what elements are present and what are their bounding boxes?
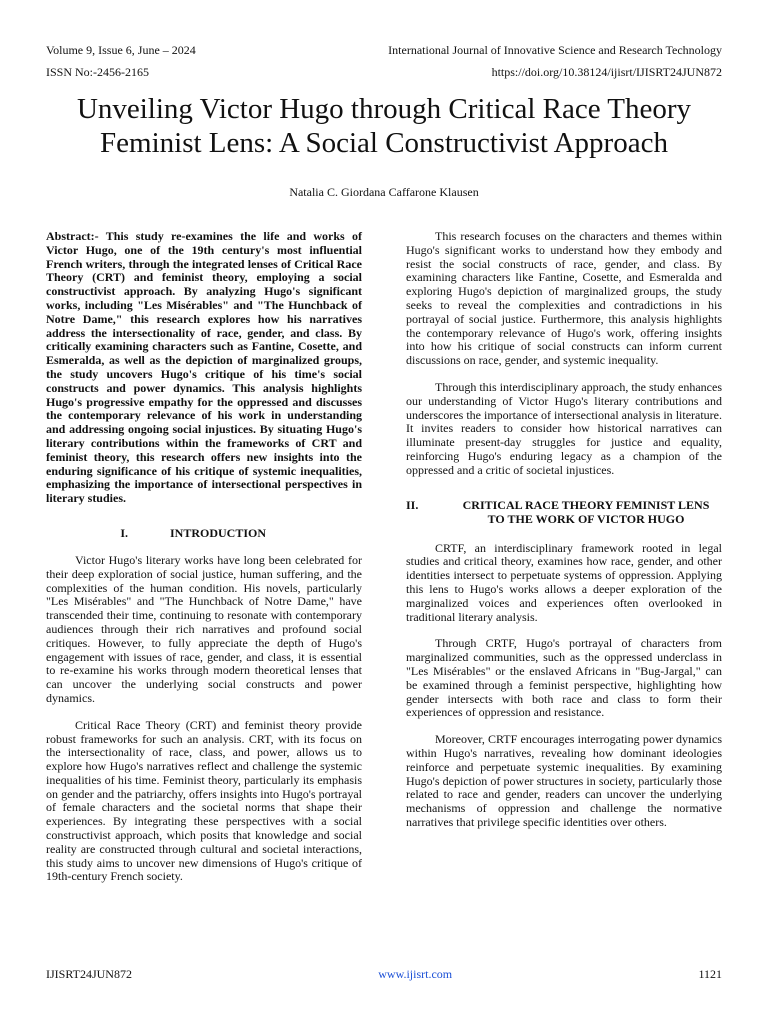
section-title-line-2: TO THE WORK OF VICTOR HUGO (487, 511, 685, 526)
running-header-2 (46, 65, 722, 79)
paragraph: Through CRTF, Hugo's portrayal of characters from marginalized communities, such as the oppressed underclass in "Les Misérables" or the enslaved Africans in "Bug-Jargal," can be examined through a feminist perspective, highlighting how gender intersects with both race and class to form their experiences of oppression and resistance. (406, 636, 722, 720)
paragraph: Victor Hugo's literary works have long been celebrated for their deep exploration of social justice, human suffering, and the complexities of the human condition. His novels, particularly "Les Misérables" and "The Hunchback of Notre Dame," have transcended their time, continuing to resonate with contemporary audiences through their rich narratives and profound social critiques. However, to fully appreciate the depth of Hugo's engagement with issues of race, gender, and class, it is essential to re-examine his works through modern theoretical lenses that can uncover the underlying social constructs and power dynamics. (46, 552, 362, 705)
section-number: I. (120, 525, 128, 540)
section-heading-introduction (46, 526, 362, 540)
paragraph: CRTF, an interdisciplinary framework rooted in legal studies and critical theory, examines how race, gender, and other identities intersect to perpetuate systems of oppression. Applying this lens to Hugo's works allows a deeper exploration of the marginalized voices and experiences often overlooked in traditional literary analysis. (406, 540, 722, 624)
doi-link[interactable]: https://doi.org/10.38124/ijisrt/IJISRT24JUN872 (491, 65, 722, 79)
paragraph: This research focuses on the characters and themes within Hugo's significant works to understand how they embody and resist the social constructs of race, gender, and class. By examining characters like Fantine, Cosette, and Esmeralda and exploring Hugo's depiction of marginalized groups, the study seeks to reveal the complexities and contradictions in his portrayal of social justice. Furthermore, this analysis highlights the contemporary relevance of Hugo's work, offering insights into how his critique of social constructs can inform current discussions on race, gender, and systemic inequality. (406, 229, 722, 368)
volume-info: Volume 9, Issue 6, June – 2024 (46, 43, 196, 57)
section-heading-crtf (406, 498, 722, 526)
journal-name: International Journal of Innovative Science and Research Technology (388, 43, 722, 57)
section-title (450, 498, 722, 526)
author-name: Natalia C. Giordana Caffarone Klausen (289, 185, 479, 199)
section-title: INTRODUCTION (170, 525, 267, 540)
right-column (406, 230, 722, 843)
paragraph: Moreover, CRTF encourages interrogating power dynamics within Hugo's narratives, revealing how dominant ideologies reinforce and perpetuate systemic inequalities. By examining Hugo's depiction of power structures in society, particularly those related to race and gender, readers can uncover the underlying mechanisms of oppression and challenge the normative narratives that privilege specific identities over others. (406, 732, 722, 829)
left-column (46, 230, 362, 897)
running-header (46, 43, 722, 57)
abstract: Abstract:- This study re-examines the life and works of Victor Hugo, one of the 19th century's most influential French writers, through the integrated lenses of Critical Race Theory (CRT) and feminist theory, employing a social constructivist approach. By analyzing Hugo's significant works, including "Les Misérables" and "The Hunchback of Notre Dame," this research explores how his narratives address the intersectionality of race, gender, and class. By critically examining characters such as Fantine, Cosette, and Esmeralda, as well as the depiction of marginalized groups, the study uncovers Hugo's critique of his time's social constructs and power dynamics. This analysis highlights Hugo's progressive empathy for the oppressed and discusses the contemporary relevance of his work in understanding and addressing ongoing social injustices. By situating Hugo's literary contributions within the frameworks of CRT and feminist theory, this research offers new insights into the enduring significance of his critique of systemic inequalities, emphasizing the importance of intersectional perspectives in literary studies. (46, 229, 362, 506)
paragraph: Through this interdisciplinary approach, the study enhances our understanding of Victor Hugo's literary contributions and underscores the importance of intersectional analysis in literature. It invites readers to consider how historical narratives can illuminate present-day struggles for justice and equality, reinforcing Hugo's enduring legacy as a champion of the oppressed and a critic of societal injustices. (406, 379, 722, 477)
issn: ISSN No:-2456-2165 (46, 65, 150, 79)
paper-title: Unveiling Victor Hugo through Critical Race Theory Feminist Lens: A Social Constructivist Approach (76, 93, 692, 159)
page-footer (46, 967, 722, 982)
website-link[interactable]: www.ijisrt.com (378, 967, 453, 981)
section-number: II. (406, 497, 419, 512)
paragraph: Critical Race Theory (CRT) and feminist theory provide robust frameworks for such an analysis. CRT, with its focus on the intersectionality of race, class, and power, allows us to explore how Hugo's narratives reflect and challenge the systemic inequalities of his time. Feminist theory, particularly its emphasis on gender and the patriarchy, offers insights into Hugo's portrayal of female characters and the societal norms that shape their experiences. By integrating these perspectives with a social constructivist approach, which posits that knowledge and social reality are constructed through cultural and societal interactions, this study aims to uncover new dimensions of Hugo's critique of 19th-century French society. (46, 717, 362, 884)
section-title-line-1: CRITICAL RACE THEORY FEMINIST LENS (462, 497, 710, 512)
page-number: 1121 (698, 967, 722, 981)
paper-code: IJISRT24JUN872 (46, 967, 132, 981)
